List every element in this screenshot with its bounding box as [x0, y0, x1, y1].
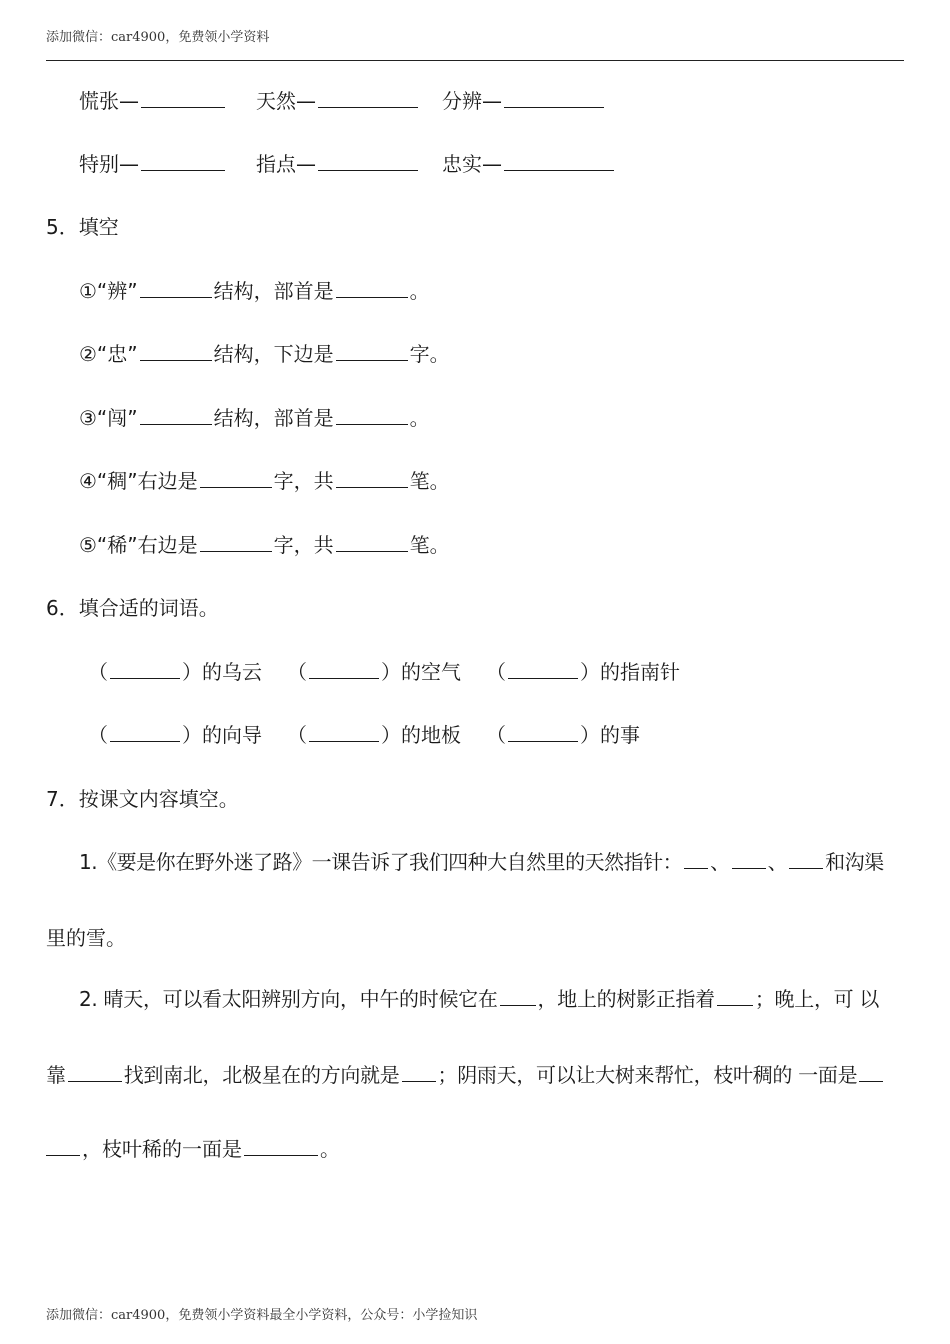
q7-paragraph-1-cont: 里的雪。: [46, 926, 126, 950]
q4-item: 忠实—: [442, 152, 616, 176]
answer-blank[interactable]: [309, 723, 379, 742]
page-footer: 添加微信：car4900，免费领小学资料最全小学资料，公众号：小学捡知识: [46, 1308, 478, 1323]
q6-item: （ ）的乌云: [88, 660, 262, 684]
answer-blank[interactable]: [141, 152, 225, 171]
answer-blank[interactable]: [336, 342, 408, 361]
q4-item: 分辨—: [442, 89, 606, 113]
answer-blank[interactable]: [508, 723, 578, 742]
answer-blank[interactable]: [508, 660, 578, 679]
answer-blank[interactable]: [110, 723, 180, 742]
answer-blank[interactable]: [684, 850, 708, 869]
answer-blank[interactable]: [504, 152, 614, 171]
answer-blank[interactable]: [318, 89, 418, 108]
q6-item: （ ）的地板: [287, 723, 461, 747]
answer-blank[interactable]: [732, 850, 766, 869]
answer-blank[interactable]: [500, 987, 536, 1006]
q7-paragraph-1: 1.《要是你在野外迷了路》一课告诉了我们四种大自然里的天然指针： 、 、 和沟渠: [79, 850, 884, 874]
q5-item-5: ⑤“稀”右边是 字，共 笔。: [79, 533, 450, 557]
answer-blank[interactable]: [336, 469, 408, 488]
answer-blank[interactable]: [859, 1063, 883, 1082]
answer-blank[interactable]: [717, 987, 753, 1006]
answer-blank[interactable]: [141, 89, 225, 108]
q4-item: 特别—: [79, 152, 227, 176]
answer-blank[interactable]: [504, 89, 604, 108]
answer-blank[interactable]: [402, 1063, 436, 1082]
answer-blank[interactable]: [140, 342, 212, 361]
q5-item-2: ②“忠” 结构，下边是 字。: [79, 342, 450, 366]
q6-title: 6．填合适的词语。: [46, 596, 219, 620]
answer-blank[interactable]: [318, 152, 418, 171]
q7-paragraph-2: 2. 晴天，可以看太阳辨别方向，中午的时候它在 ，地上的树影正指着 ；晚上，可 以: [79, 987, 880, 1011]
answer-blank[interactable]: [336, 406, 408, 425]
answer-blank[interactable]: [336, 279, 408, 298]
answer-blank[interactable]: [46, 1137, 80, 1156]
q6-item: （ ）的空气: [287, 660, 461, 684]
q4-item: 慌张—: [79, 89, 227, 113]
q7-paragraph-2-line-2: 靠 找到南北，北极星在的方向就是 ；阴雨天，可以让大树来帮忙，枝叶稠的 一面是: [46, 1063, 906, 1087]
answer-blank[interactable]: [68, 1063, 122, 1082]
q6-item: （ ）的指南针: [486, 660, 680, 684]
q4-item: 指点—: [256, 152, 420, 176]
answer-blank[interactable]: [336, 533, 408, 552]
q5-item-4: ④“稠”右边是 字，共 笔。: [79, 469, 450, 493]
answer-blank[interactable]: [140, 406, 212, 425]
answer-blank[interactable]: [789, 850, 823, 869]
q7-title: 7．按课文内容填空。: [46, 787, 239, 811]
answer-blank[interactable]: [110, 660, 180, 679]
q7-paragraph-2-line-3: ，枝叶稀的一面是 。: [46, 1137, 906, 1161]
q6-item: （ ）的事: [486, 723, 640, 747]
answer-blank[interactable]: [140, 279, 212, 298]
q5-item-1: ①“辨” 结构，部首是 。: [79, 279, 430, 303]
q5-title: 5．填空: [46, 215, 119, 239]
header-divider: [46, 60, 904, 61]
page-header: 添加微信：car4900，免费领小学资料: [46, 30, 270, 45]
answer-blank[interactable]: [244, 1137, 318, 1156]
q5-item-3: ③“闯” 结构，部首是 。: [79, 406, 430, 430]
answer-blank[interactable]: [200, 533, 272, 552]
answer-blank[interactable]: [309, 660, 379, 679]
q6-item: （ ）的向导: [88, 723, 262, 747]
q4-item: 天然—: [256, 89, 420, 113]
answer-blank[interactable]: [200, 469, 272, 488]
